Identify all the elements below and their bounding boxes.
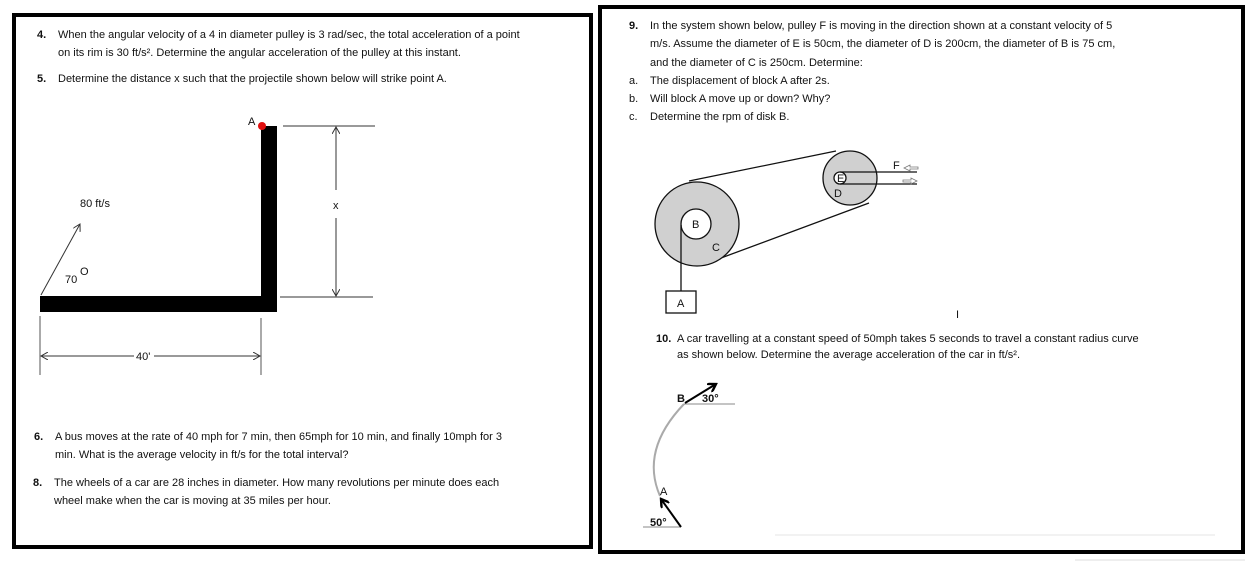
- ground-wall: [40, 296, 277, 312]
- label-b: B: [692, 219, 700, 231]
- text-cursor-mark: I: [956, 309, 960, 321]
- q4-line2: on its rim is 30 ft/s². Determine the angular acceleration of the pulley at this instant.: [58, 47, 461, 59]
- q6-line2: min. What is the average velocity in ft/s for the total interval?: [55, 449, 349, 461]
- q8-line2: wheel make when the car is moving at 35 miles per hour.: [54, 495, 331, 507]
- belt-bottom: [721, 203, 869, 258]
- angle-b-label: 30°: [702, 393, 719, 405]
- q9a-text: The displacement of block A after 2s.: [650, 75, 830, 87]
- q9c-text: Determine the rpm of disk B.: [650, 111, 790, 123]
- arrow-right-icon: [903, 178, 917, 184]
- height-label: x: [333, 200, 339, 212]
- arrow-left-icon: [904, 165, 918, 171]
- label-d: D: [834, 188, 842, 200]
- q9-line2: m/s. Assume the diameter of E is 50cm, the diameter of D is 200cm, the diameter of B is 75 cm,: [650, 38, 1116, 50]
- q9b-text: Will block A move up or down? Why?: [650, 93, 831, 105]
- q8-number: 8.: [33, 477, 43, 489]
- q8-line1: The wheels of a car are 28 inches in diameter. How many revolutions per minute does each: [54, 477, 500, 489]
- q6-number: 6.: [34, 431, 44, 443]
- q10-line1: A car travelling at a constant speed of 50mph takes 5 seconds to travel a constant radius curve: [677, 333, 1139, 345]
- curve-path: [654, 404, 684, 496]
- q9b-letter: b.: [629, 93, 639, 105]
- distance-label: 40': [136, 351, 151, 363]
- degree-mark: O: [80, 266, 89, 278]
- pulley-figure: [655, 151, 918, 313]
- q9-line1: In the system shown below, pulley F is moving in the direction shown at a constant velocity of 5: [650, 20, 1113, 32]
- q10-line2: as shown below. Determine the average acceleration of the car in ft/s².: [677, 349, 1021, 361]
- q9c-letter: c.: [629, 111, 638, 123]
- q4-number: 4.: [37, 29, 47, 41]
- q6-line1: A bus moves at the rate of 40 mph for 7 min, then 65mph for 10 min, and finally 10mph for 3: [55, 431, 502, 443]
- point-a-label: A: [248, 116, 256, 128]
- angle-a-label: 50°: [650, 517, 667, 529]
- q5-line1: Determine the distance x such that the projectile shown below will strike point A.: [58, 73, 447, 85]
- label-a: A: [677, 298, 685, 310]
- disk-d: [823, 151, 877, 205]
- curve-figure: [643, 384, 735, 529]
- label-e: E: [837, 173, 845, 185]
- target-point: [258, 122, 266, 130]
- angle-label: 70: [65, 274, 78, 286]
- q4-line1: When the angular velocity of a 4 in diameter pulley is 3 rad/sec, the total acceleration of a point: [58, 29, 520, 41]
- q9a-letter: a.: [629, 75, 639, 87]
- label-f: F: [893, 160, 900, 172]
- projectile-figure: [40, 116, 375, 375]
- belt-top: [689, 151, 836, 181]
- q9-line3: and the diameter of C is 250cm. Determine:: [650, 57, 863, 69]
- q9-number: 9.: [629, 20, 639, 32]
- q5-number: 5.: [37, 73, 47, 85]
- label-b-curve: B: [677, 393, 685, 405]
- velocity-label: 80 ft/s: [80, 198, 110, 210]
- q10-number: 10.: [656, 333, 672, 345]
- label-c: C: [712, 242, 720, 254]
- label-a-curve: A: [660, 486, 668, 498]
- vertical-wall: [261, 126, 277, 312]
